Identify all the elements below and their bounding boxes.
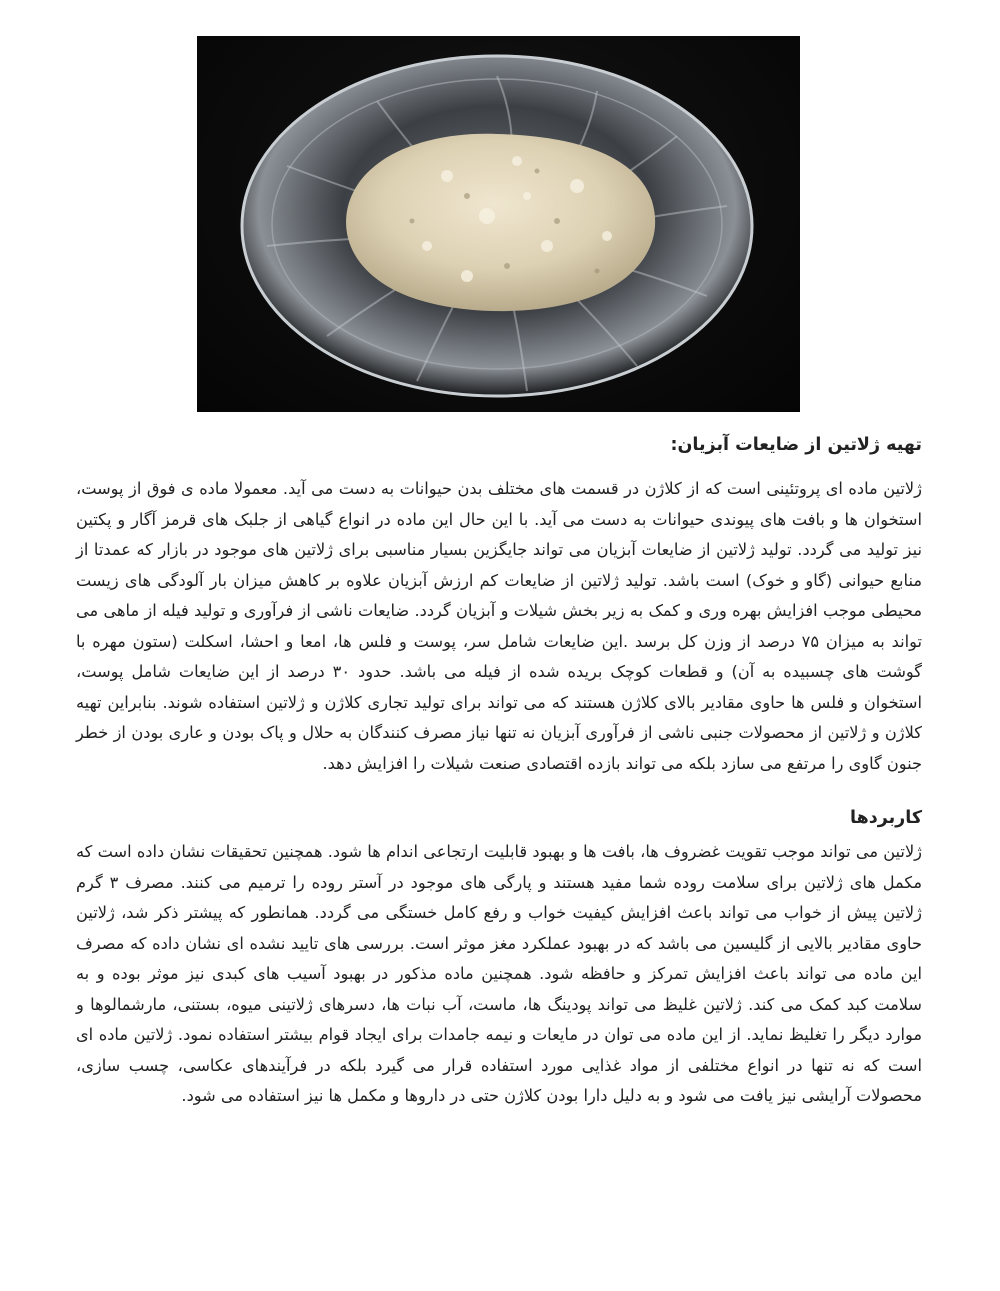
heading-applications: کاربردها [850,808,922,828]
paragraph-applications: ژلاتین می تواند موجب تقویت غضروف ها، بافت ها و بهبود قابلیت ارتجاعی اندام ها شود. همچنین تحقیقات نشان داده است که مکمل های ژلاتین برای سلامت روده شما مفید هستند و پارگی های موجود در آستر روده را ترمیم می کنند. مصرف ۳ گرم ژلاتین پیش از خواب می تواند باعث افزایش کیفیت خواب و رفع کامل خستگی می گردد. همانطور که پیشتر ذکر شد، ژلاتین حاوی مقادیر بالایی از گلیسین می باشد که در بهبود عملکرد مغز موثر است. بررسی های تایید نشده ای نشان داده که مصرف این ماده می تواند باعث افزایش تمرکز و حافظه شود. همچنین ماده مذکور در بهبود آسیب های کبدی نیز موثر بوده و به سلامت کبد کمک می کند. ژلاتین غلیظ می تواند پودینگ ها، ماست، آب نبات ها، دسرهای ژلاتینی میوه، بستنی، مارشمالوها و موارد دیگر را تغلیظ نماید. از این ماده می توان در مایعات و نیمه جامدات برای ایجاد قوام بیشتر استفاده نمود. ژلاتین ماده ای است که نه تنها در انواع مختلفی از مواد غذایی مورد استفاده قرار می گیرد بلکه در فرآیندهای عکاسی، چسب سازی، محصولات آرایشی نیز یافت می شود و به دلیل دارا بودن کلاژن حتی در داروها و مکمل ها نیز استفاده می شود. [76,842,922,1105]
article [76,430,922,1112]
paragraph-gelatin-preparation: ژلاتین ماده ای پروتئینی است که از کلاژن در قسمت های مختلف بدن حیوانات به دست می آید. معمولا ماده ی فوق از پوست، استخوان ها و بافت های پیوندی حیوانات به دست می آید. با این حال این ماده در انواع گیاهی از جلبک های قرمز آگار و پکتین نیز تولید می گردد. تولید ژلاتین از ضایعات آبزیان می تواند جایگزین بسیار مناسبی برای ژلاتین های موجود در بازار که عمدتا از منابع حیوانی (گاو و خوک) است باشد. تولید ژلاتین از ضایعات کم ارزش آبزیان علاوه بر کاهش میزان بار آلودگی های زیست محیطی موجب افزایش بهره وری و کمک به زیر بخش شیلات و آبزیان گردد. ضایعات ناشی از فرآوری و تولید فیله از ماهی می تواند به میزان ۷۵ درصد از وزن کل برسد .این ضایعات شامل سر، پوست و فلس ها، امعا و احشا، اسکلت (ستون مهره با گوشت های چسبیده به آن) و قطعات کوچک بریده شده از فیله می باشد. حدود ۳۰ درصد از این ضایعات شامل پوست، استخوان و فلس ها حاوی مقادیر بالای کلاژن هستند که می تواند برای تولید تجاری کلاژن و ژلاتین استفاده شوند. بنابراین تهیه کلاژن و ژلاتین از محصولات جنبی ناشی از فرآوری آبزیان نه تنها نیاز مصرف کنندگان به حلال و پاک بودن و عاری بودن از خطر جنون گاوی را مرتفع می سازد بلکه می تواند بازده اقتصادی صنعت شیلات را افزایش دهد. [76,479,923,773]
gelatin-powder-photo [197,36,800,412]
gelatin-powder-pile [346,134,655,311]
heading-gelatin-from-aquatic-waste: تهیه ژلاتین از ضایعات آبزیان: [670,435,922,455]
glass-plate-illustration [197,36,800,412]
